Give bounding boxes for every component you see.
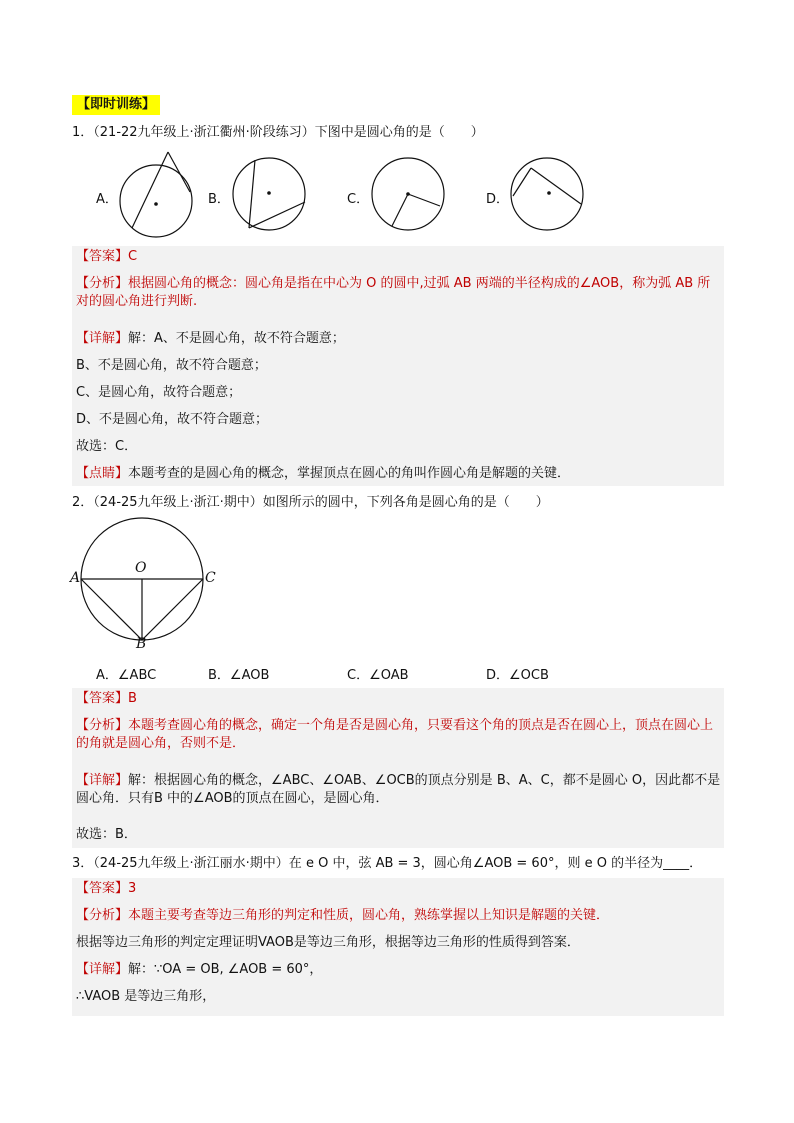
q3-analysis-1: 【分析】本题主要考查等边三角形的判定和性质，圆心角，熟练掌握以上知识是解题的关键．: [76, 908, 610, 923]
q2-solution-box: [72, 688, 724, 848]
q2-analysis: 【分析】本题考查圆心角的概念，确定一个角是否是圆心角，只要看这个角的顶点是否在圆心上，顶点在圆心上的角就是圆心角，否则不是．: [76, 718, 714, 751]
q3-stem: 3．（24-25九年级上·浙江丽水·期中）在 e O 中，弦 AB = 3，圆心角∠AOB = 60°，则 e O 的半径为____．: [72, 856, 703, 871]
q2-answer: 【答案】B: [76, 691, 137, 706]
q1-figure-c: [370, 156, 450, 236]
q2-label-o: O: [135, 560, 147, 576]
q1-figure-a: [118, 150, 198, 240]
q2-option-c: C．∠OAB: [347, 668, 409, 683]
q1-option-b: B．: [208, 192, 230, 207]
q1-detail-3: C、是圆心角，故符合题意；: [76, 385, 242, 400]
q1-option-c: C．: [347, 192, 370, 207]
q2-option-b: B．∠AOB: [208, 668, 270, 683]
q3-analysis-2: 根据等边三角形的判定定理证明VAOB是等边三角形，根据等边三角形的性质得到答案．: [76, 935, 580, 950]
q2-label-a: A: [70, 570, 81, 586]
q1-stem: 1．（21-22九年级上·浙江衢州·阶段练习）下图中是圆心角的是（ ）: [72, 125, 484, 140]
q2-choose: 故选：B．: [76, 827, 137, 842]
q1-option-a: A．: [96, 192, 118, 207]
q2-detail: 【详解】解：根据圆心角的概念，∠ABC、∠OAB、∠OCB的顶点分别是 B、A、C，都不是圆心 O，因此都不是圆心角．只有B 中的∠AOB的顶点在圆心，是圆心角．: [76, 773, 721, 806]
q1-figure-d: [509, 156, 589, 236]
q2-label-b: B: [136, 636, 147, 652]
q1-detail-2: B、不是圆心角，故不符合题意；: [76, 358, 267, 373]
q3-answer: 【答案】3: [76, 881, 137, 896]
q1-detail-4: D、不是圆心角，故不符合题意；: [76, 412, 269, 427]
q3-detail-2: ∴VAOB 是等边三角形，: [76, 989, 216, 1004]
q1-figure-b: [231, 156, 311, 236]
section-tag: 【即时训练】: [72, 95, 160, 115]
q2-stem: 2．（24-25九年级上·浙江·期中）如图所示的圆中，下列各角是圆心角的是（ ）: [72, 495, 549, 510]
q1-comment: 【点睛】本题考查的是圆心角的概念，掌握顶点在圆心的角叫作圆心角是解题的关键．: [76, 466, 571, 481]
q3-detail-1: 【详解】解：∵OA = OB, ∠AOB = 60°，: [76, 962, 323, 977]
q1-detail-1: 【详解】解：A、不是圆心角，故不符合题意；: [76, 331, 345, 346]
q1-analysis: 【分析】根据圆心角的概念：圆心角是指在中心为 O 的圆中,过弧 AB 两端的半径构成的∠AOB，称为弧 AB 所对的圆心角进行判断.: [76, 276, 711, 309]
q1-answer: 【答案】C: [76, 249, 138, 264]
q2-option-d: D．∠OCB: [486, 668, 549, 683]
q2-option-a: A．∠ABC: [96, 668, 157, 683]
q1-option-d: D．: [486, 192, 510, 207]
q2-label-c: C: [205, 570, 216, 586]
q1-detail-5: 故选：C．: [76, 439, 138, 454]
